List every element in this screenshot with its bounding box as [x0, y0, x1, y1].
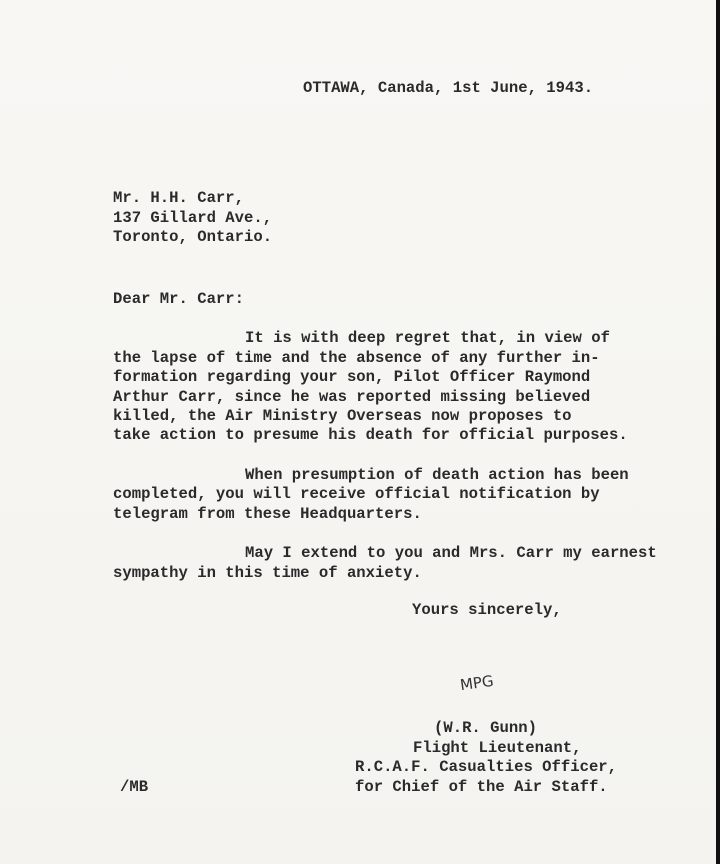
typist-reference: /MB — [120, 778, 149, 796]
paragraph-line: It is with deep regret that, in view of — [245, 329, 610, 347]
signature-rank: Flight Lieutenant, — [413, 739, 582, 757]
handwritten-initials: MPG — [458, 671, 495, 695]
page-edge — [716, 0, 720, 864]
paragraph-line: take action to presume his death for official purposes. — [113, 426, 628, 444]
address-line: 137 Gillard Ave., — [113, 209, 273, 227]
paragraph-line: completed, you will receive official notification by — [113, 485, 600, 503]
closing: Yours sincerely, — [412, 601, 562, 619]
paragraph-line: When presumption of death action has been — [245, 466, 629, 484]
signature-name: (W.R. Gunn) — [434, 719, 537, 737]
salutation: Dear Mr. Carr: — [113, 290, 245, 308]
paragraph-line: telegram from these Headquarters. — [113, 505, 422, 523]
paragraph-line: Arthur Carr, since he was reported missing believed — [113, 388, 591, 406]
paragraph-line: killed, the Air Ministry Overseas now proposes to — [113, 407, 572, 425]
paragraph-line: the lapse of time and the absence of any further in- — [113, 349, 600, 367]
signature-title: R.C.A.F. Casualties Officer, — [355, 758, 618, 776]
paragraph-line: formation regarding your son, Pilot Officer Raymond — [113, 368, 591, 386]
address-line: Mr. H.H. Carr, — [113, 189, 245, 207]
address-line: Toronto, Ontario. — [113, 228, 273, 246]
date-line: OTTAWA, Canada, 1st June, 1943. — [303, 79, 594, 97]
paragraph-line: May I extend to you and Mrs. Carr my earnest — [245, 544, 657, 562]
paragraph-line: sympathy in this time of anxiety. — [113, 564, 422, 582]
signature-office: for Chief of the Air Staff. — [355, 778, 608, 796]
